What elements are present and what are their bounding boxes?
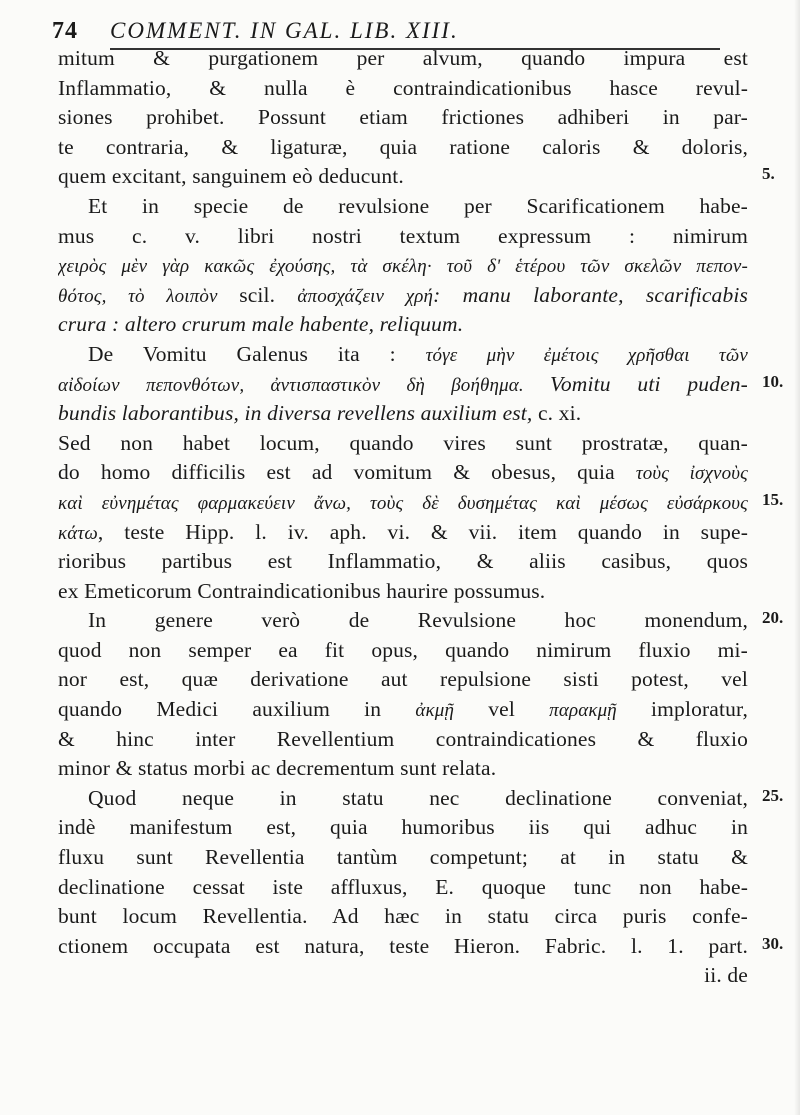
latin-text: do homo difficilis est ad vomitum & obesus, quia [58, 460, 636, 485]
greek-quotation: ἀποσχάζειν χρή [297, 285, 434, 307]
margin-line-number: 25. [762, 786, 784, 805]
text-line [58, 133, 748, 163]
latin-text: mus c. v. libri nostri textum expressum : nimirum [58, 223, 748, 248]
latin-text: ex Emeticorum Contraindicationibus haurire possumus. [58, 578, 546, 603]
greek-quotation: θότος, τὸ λοιπὸν [58, 285, 240, 307]
text-line [58, 665, 748, 695]
latin-text: quando Medici auxilium in [58, 697, 416, 722]
text-line [58, 636, 748, 666]
latin-text: Et in specie de revulsione per Scarificationem habe- [88, 193, 748, 218]
text-line [58, 902, 748, 932]
latin-text: rioribus partibus est Inflammatio, & aliis casibus, quos [58, 549, 748, 574]
page-edge-shadow [794, 0, 800, 1115]
text-line [58, 577, 748, 607]
text-line [58, 399, 748, 429]
text-line [58, 488, 748, 518]
latin-text: fluxu sunt Revellentia tantùm competunt; at in statu & [58, 845, 748, 870]
latin-text: c. xi. [537, 401, 582, 426]
text-line [58, 932, 748, 962]
greek-quotation: ἀκμῇ [415, 700, 455, 722]
latin-text: declinatione cessat iste affluxus, E. quoque tunc non habe- [58, 874, 748, 899]
greek-quotation: χειρὸς μὲν γὰρ κακῶς ἐχούσης, τὰ σκέλη· τοῦ δ' ἑτέρου τῶν σκελῶν πεπον- [58, 256, 748, 278]
text-line [58, 961, 748, 991]
greek-quotation: αἰδοίων πεπονθότων, ἀντισπαστικὸν δὴ βοήθημα. [58, 374, 550, 396]
latin-text: siones prohibet. Possunt etiam frictiones adhiberi in par- [58, 105, 748, 130]
latin-text: quem excitant, sanguinem eò deducunt. [58, 164, 404, 189]
greek-quotation: κάτω [58, 522, 98, 544]
greek-quotation: τοὺς ἰσχνοὺς [635, 463, 748, 485]
text-line [58, 281, 748, 311]
running-title: COMMENT. IN GAL. LIB. XIII. [110, 18, 459, 43]
latin-text: Quod neque in statu nec declinatione conveniat, [88, 785, 748, 810]
italic-text: Vomitu uti puden- [549, 371, 748, 396]
body-text [58, 44, 748, 991]
text-line [58, 251, 748, 281]
latin-text: indè manifestum est, quia humoribus iis qui adhuc in [58, 815, 748, 840]
italic-text: bundis laborantibus, in diversa revellens auxilium est, [58, 401, 538, 426]
latin-text: Sed non habet locum, quando vires sunt prostratæ, quan- [58, 430, 748, 455]
text-line [58, 725, 748, 755]
greek-quotation: τόγε μὴν ἐμέτοις χρῆσθαι τῶν [425, 344, 748, 366]
text-line [58, 340, 748, 370]
text-line [58, 458, 748, 488]
text-line [58, 74, 748, 104]
greek-quotation: παρακμῇ [549, 700, 617, 722]
latin-text: mitum & purgationem per alvum, quando impura est [58, 46, 748, 70]
latin-text: te contraria, & ligaturæ, quia ratione caloris & doloris, [58, 134, 748, 159]
text-line [58, 429, 748, 459]
latin-text: ctionem occupata est natura, teste Hieron. Fabric. l. 1. part. [58, 933, 748, 958]
latin-text: In genere verò de Revulsione hoc monendum, [88, 608, 748, 633]
latin-text: & hinc inter Revellentium contraindicationes & fluxio [58, 726, 748, 751]
text-line [58, 310, 748, 340]
text-line [58, 695, 748, 725]
text-line [58, 222, 748, 252]
latin-text: scil. [239, 282, 298, 307]
margin-line-number: 15. [762, 490, 784, 509]
text-line [58, 754, 748, 784]
latin-text: nor est, quæ derivatione aut repulsione sisti potest, vel [58, 667, 748, 692]
page-number: 74 [52, 18, 78, 44]
text-line [58, 784, 748, 814]
text-line [58, 606, 748, 636]
text-line [58, 44, 748, 74]
margin-line-number: 5. [762, 164, 775, 184]
text-line [58, 370, 748, 400]
latin-text: imploratur, [616, 697, 748, 722]
margin-line-number: 20. [762, 608, 784, 628]
latin-text: vel [454, 697, 550, 722]
latin-text: quod non semper ea fit opus, quando nimirum fluxio mi- [58, 637, 748, 662]
greek-quotation: καὶ εὐνημέτας φαρμακεύειν ἄνω, τοὺς δὲ δυσημέτας καὶ μέσως εὐσάρκους [58, 492, 748, 514]
margin-line-number: 10. [762, 371, 784, 391]
text-line [58, 873, 748, 903]
text-line [58, 192, 748, 222]
text-line [58, 843, 748, 873]
text-line [58, 162, 748, 192]
latin-text: De Vomitu Galenus ita : [88, 341, 426, 366]
text-line [58, 518, 748, 548]
latin-text: minor & status morbi ac decrementum sunt relata. [58, 756, 497, 781]
text-line [58, 547, 748, 577]
latin-text: bunt locum Revellentia. Ad hæc in statu circa puris confe- [58, 904, 748, 929]
latin-text: ii. de [704, 963, 748, 988]
italic-text: : manu laborante, scarificabis [433, 282, 748, 307]
text-line [58, 813, 748, 843]
margin-line-number: 30. [762, 934, 784, 953]
latin-text: , teste Hipp. l. iv. aph. vi. & vii. item quando in supe- [97, 519, 748, 544]
text-line [58, 103, 748, 133]
italic-text: crura : altero crurum male habente, reliquum. [58, 312, 464, 337]
latin-text: Inflammatio, & nulla è contraindicationibus hasce revul- [58, 75, 748, 100]
